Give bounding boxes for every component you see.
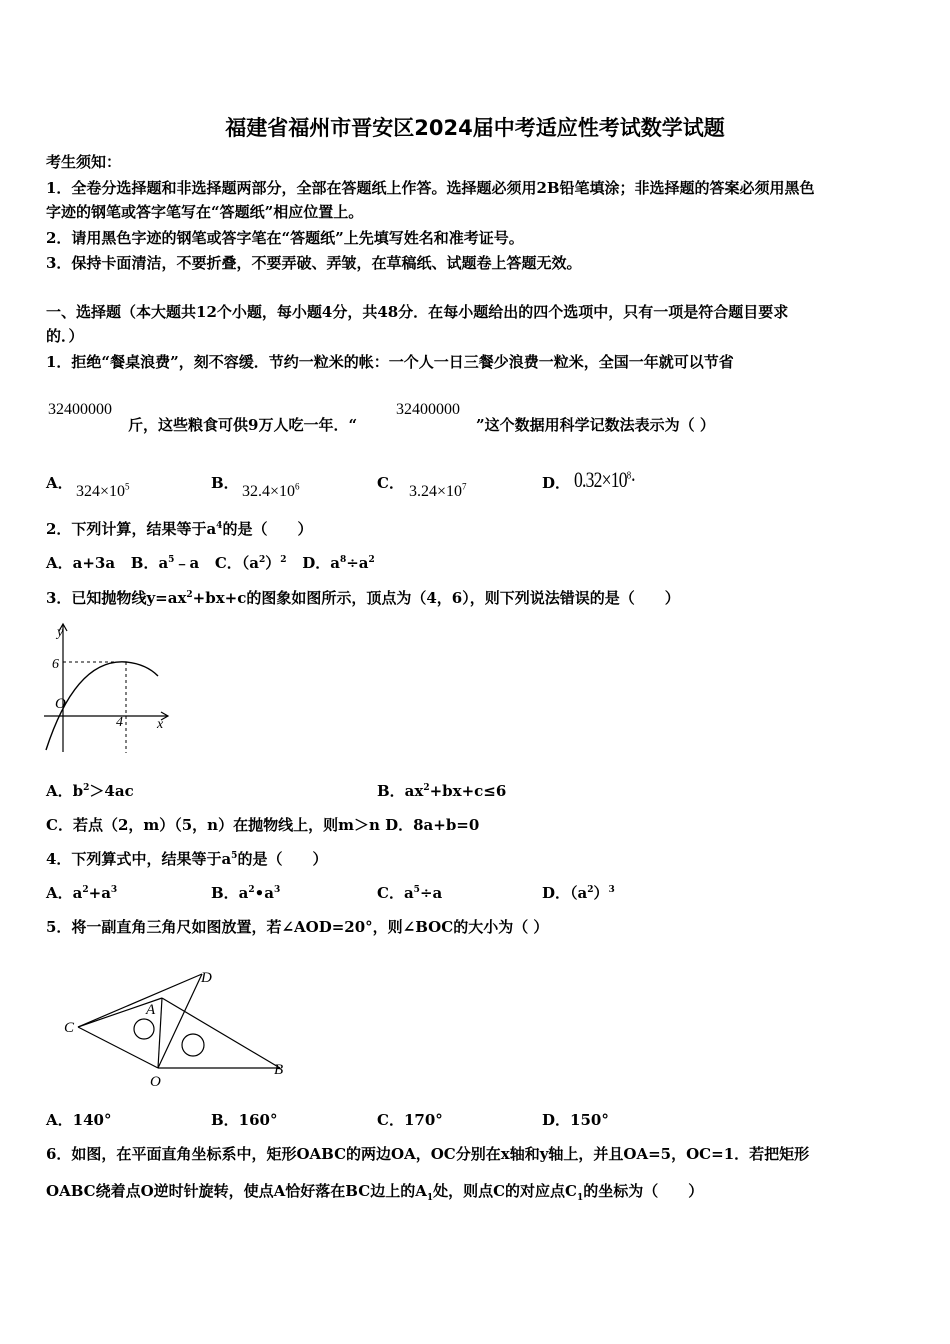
x-axis-label: x [157,717,164,732]
q2-option-b: B．$a^5﹣a$ [130,554,200,572]
point-C-label: C [64,1020,75,1036]
q1-option-c-label: C． [377,474,404,492]
q6-stem-cont: OABC绕着点O逆时针旋转，使点A恰好落在BC边上的$A_1$处，则点C的对应点$C_1$的坐标为（ ） [46,1182,704,1203]
q1-option-a-label: A． [46,474,73,492]
y-axis-label: y [57,625,64,640]
q2-option-d: D．$a^8\div a^2$ [302,554,375,572]
point-A-label: A [146,1002,156,1018]
q5-option-b: B．160° [211,1111,278,1129]
q3-stem: 3．已知抛物线$y=ax^2+bx+c$的图象如图所示，顶点为（4，6），则下列说法错误的是（ ） [46,589,680,607]
segment-CO [78,1027,158,1068]
q1-option-b: $32.4\times 10^6$ [242,481,300,500]
q2-option-c: C．$(a^2)^2$ [214,554,287,572]
segment-OD [158,974,202,1068]
page-title: 福建省福州市晋安区2024届中考适应性考试数学试题 [225,116,725,140]
y-tick-6: 6 [52,657,59,672]
q3-parabola-graph [40,620,175,755]
hole-right [182,1034,204,1056]
q4-stem: 4．下列算式中，结果等于$a^5$的是（ ） [46,850,328,868]
notice-heading: 考生须知： [46,153,122,171]
q5-option-c: C．170° [377,1111,443,1129]
section-heading-cont: 的．） [46,327,84,345]
section-heading: 一、选择题（本大题共12个小题，每小题4分，共48分．在每小题给出的四个选项中，只有一项是符合题目要求 [46,303,789,321]
q1-stem-mid: 斤，这些粮食可供9万人吃一年．“ [128,416,358,434]
segment-AB [162,998,280,1068]
q1-option-d: $0.32\times 10^8\cdot$ [574,467,636,492]
q3-option-b: B．$ax^2+bx+c\le 6$ [377,782,507,800]
q5-option-a: A．140° [46,1111,112,1129]
origin-label: O [55,696,66,712]
q5-option-d: D．150° [542,1111,609,1129]
segment-AO [158,998,162,1068]
q2-option-a: A．a+3a [46,554,116,572]
q2-stem: 2．下列计算，结果等于$a^4$的是（ ） [46,520,313,538]
q3-options-c-d: C．若点（2，m）（5，n）在抛物线上，则m＞n D．8a+b=0 [46,816,480,834]
q4-option-d: D．$(a^2)^3$ [542,884,615,902]
point-D-label: D [201,970,212,986]
point-B-label: B [274,1062,284,1078]
q1-option-b-label: B． [211,474,239,492]
point-O-label: O [150,1074,161,1090]
q4-option-a: A．$a^2+a^3$ [46,884,118,902]
q4-option-c: C．$a^5\div a$ [377,884,443,902]
q1-option-a: $324\times 10^5$ [76,481,130,500]
q1-stem-end: ”这个数据用科学记数法表示为（ ） [476,416,715,434]
notice-item-2: 2．请用黑色字迹的钢笔或答字笔在“答题纸”上先填写姓名和准考证号。 [46,229,524,247]
hole-left [134,1019,154,1039]
q1-number-1: 32400000 [48,401,112,418]
notice-item-1-cont: 字迹的钢笔或答字笔写在“答题纸”相应位置上。 [46,203,364,221]
q1-option-d-label: D． [542,474,571,492]
q1-stem: 1．拒绝“餐桌浪费”，刻不容缓．节约一粒米的帐：一个人一日三餐少浪费一粒米，全国一年就可以节省 [46,353,734,371]
q3-option-a: A．$b^2>4ac$ [46,782,134,800]
segment-CD [78,974,202,1027]
q4-option-b: B．$a^2•a^3$ [211,884,281,902]
notice-item-1: 1．全卷分选择题和非选择题两部分，全部在答题纸上作答。选择题必须用2B铅笔填涂；非选择题的答案必须用黑色 [46,179,815,197]
q2-options [46,553,375,573]
notice-item-3: 3．保持卡面清洁，不要折叠，不要弄破、弄皱，在草稿纸、试题卷上答题无效。 [46,254,582,272]
x-tick-4: 4 [116,715,123,730]
q1-option-c: $3.24\times 10^7$ [409,481,467,500]
q5-stem: 5．将一副直角三角尺如图放置，若∠AOD=20°，则∠BOC的大小为（ ） [46,918,549,936]
q1-number-2: 32400000 [396,401,460,418]
q6-stem: 6．如图，在平面直角坐标系中，矩形OABC的两边OA，OC分别在x轴和y轴上，并且OA=5，OC=1．若把矩形 [46,1145,810,1163]
q5-triangle-figure [60,962,300,1092]
